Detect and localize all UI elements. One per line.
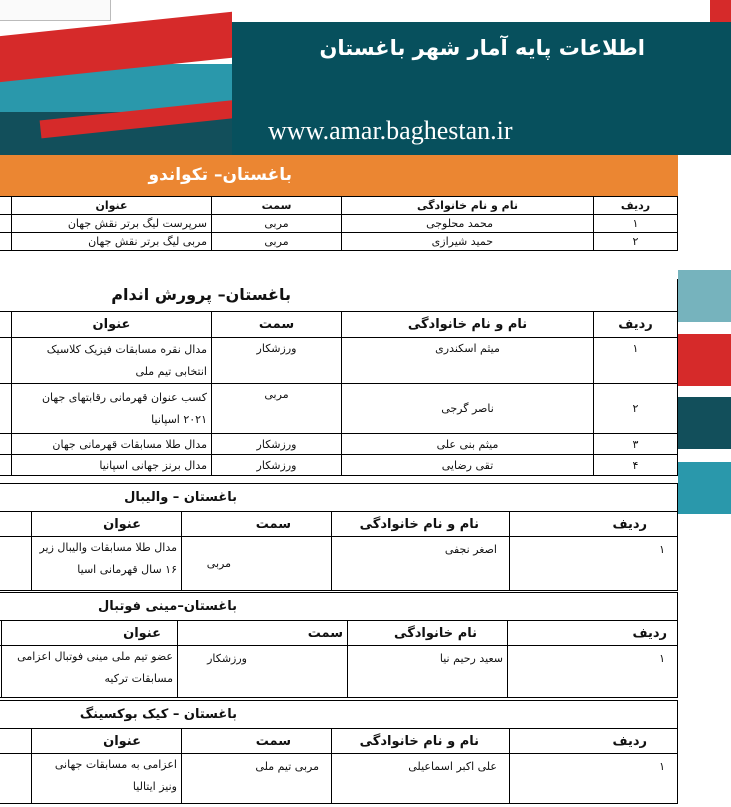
col-name: نام و نام خانوادگی	[342, 312, 594, 338]
cell-title: مدال طلا مسابقات قهرمانی جهان	[12, 434, 212, 455]
banner-top-strip	[232, 0, 731, 22]
table-row	[0, 434, 678, 455]
col-num: ردیف	[510, 729, 678, 754]
cell-num: ۱	[594, 338, 678, 384]
cell-role: مربی تیم ملی	[182, 754, 332, 804]
cell-role: ورزشکار	[212, 434, 342, 455]
col-title: عنوان	[32, 729, 182, 754]
cell-extra	[0, 537, 32, 591]
cell-num: ۴	[594, 455, 678, 476]
table-header-row	[0, 621, 678, 646]
cell-role: مربی	[212, 215, 342, 233]
cell-role: ورزشکار	[212, 455, 342, 476]
col-num: ردیف	[508, 621, 678, 646]
cell-num: ۱	[510, 754, 678, 804]
section-bodybuilding	[0, 279, 678, 476]
section-heading: باغستان – کیک بوکسینگ	[0, 700, 678, 728]
cell-extra	[0, 215, 12, 233]
col-role: سمت	[182, 729, 332, 754]
cell-role: مربی	[212, 384, 342, 434]
col-extra	[0, 512, 32, 537]
table-header-row	[0, 312, 678, 338]
section-heading: باغستان– تکواندو	[0, 155, 678, 196]
col-extra	[0, 729, 32, 754]
table-row	[0, 338, 678, 384]
cell-name: سعید رحیم نیا	[348, 646, 508, 698]
cell-title: اعزامی به مسابقات جهانی ونیز ایتالیا	[32, 754, 182, 804]
cell-role: ورزشکار	[212, 338, 342, 384]
col-name: نام و نام خانوادگی	[332, 729, 510, 754]
col-title: عنوان	[2, 621, 178, 646]
cell-num: ۱	[510, 537, 678, 591]
bodybuilding-table	[0, 311, 678, 476]
page-title: اطلاعات پایه آمار شهر باغستان	[319, 36, 645, 60]
cell-extra	[0, 754, 32, 804]
col-num: ردیف	[510, 512, 678, 537]
table-row	[0, 215, 678, 233]
cell-num: ۳	[594, 434, 678, 455]
cell-name: میثم اسکندری	[342, 338, 594, 384]
col-name: نام خانوادگی	[348, 621, 508, 646]
side-square-dark-teal	[678, 397, 731, 449]
section-futsal	[0, 592, 678, 698]
cell-extra	[0, 233, 12, 251]
col-role: سمت	[212, 312, 342, 338]
cell-title: عضو تیم ملی مینی فوتبال اعزامی مسابقات ترکیه	[2, 646, 178, 698]
site-url: www.amar.baghestan.ir	[268, 116, 513, 145]
cell-title: سرپرست لیگ برتر نقش جهان	[12, 215, 212, 233]
table-row	[0, 754, 678, 804]
cell-name: ناصر گرجی	[342, 384, 594, 434]
section-heading: باغستان– پرورش اندام	[0, 279, 678, 311]
section-taekwondo	[0, 155, 678, 251]
table-row	[0, 646, 678, 698]
col-title: عنوان	[12, 312, 212, 338]
cell-name: میثم بنی علی	[342, 434, 594, 455]
cell-num: ۲	[594, 384, 678, 434]
cell-num: ۱	[508, 646, 678, 698]
side-square-teal	[678, 462, 731, 514]
table-row	[0, 455, 678, 476]
col-extra	[0, 621, 2, 646]
table-row	[0, 233, 678, 251]
cell-extra	[0, 338, 12, 384]
cell-num: ۲	[594, 233, 678, 251]
side-square-red	[678, 334, 731, 386]
col-extra	[0, 197, 12, 215]
table-row	[0, 537, 678, 591]
cell-title: مربی لیگ برتر نقش جهان	[12, 233, 212, 251]
cell-title: مدال برنز جهانی اسپانیا	[12, 455, 212, 476]
cell-name: حمید شیرازی	[342, 233, 594, 251]
side-square-light-teal	[678, 270, 731, 322]
col-role: سمت	[182, 512, 332, 537]
table-header-row	[0, 512, 678, 537]
cell-name: اصغر نجفی	[332, 537, 510, 591]
cell-extra	[0, 646, 2, 698]
cell-name: تقی رضایی	[342, 455, 594, 476]
kickboxing-table	[0, 728, 678, 804]
col-name: نام و نام خانوادگی	[332, 512, 510, 537]
table-header-row	[0, 197, 678, 215]
cell-role: مربی	[212, 233, 342, 251]
col-num: ردیف	[594, 197, 678, 215]
cell-name: علی اکبر اسماعیلی	[332, 754, 510, 804]
cell-extra	[0, 455, 12, 476]
col-extra	[0, 312, 12, 338]
col-role: سمت	[212, 197, 342, 215]
cell-role: ورزشکار	[178, 646, 348, 698]
futsal-table	[0, 620, 678, 698]
section-heading: باغستان–مینی فوتبال	[0, 592, 678, 620]
col-num: ردیف	[594, 312, 678, 338]
taekwondo-table	[0, 196, 678, 251]
cell-num: ۱	[594, 215, 678, 233]
banner-graphic	[0, 0, 232, 155]
table-row	[0, 384, 678, 434]
cell-name: محمد محلوجی	[342, 215, 594, 233]
banner-white-box	[0, 0, 111, 21]
col-title: عنوان	[32, 512, 182, 537]
cell-extra	[0, 384, 12, 434]
cell-title: کسب عنوان قهرمانی رقابتهای جهان ۲۰۲۱ اسپانیا	[12, 384, 212, 434]
section-volleyball	[0, 483, 678, 591]
volleyball-table	[0, 511, 678, 591]
cell-role: مربی	[182, 537, 332, 591]
col-title: عنوان	[12, 197, 212, 215]
col-role: سمت	[178, 621, 348, 646]
cell-title: مدال طلا مسابقات والیبال زیر ۱۶ سال قهرمانی اسیا	[32, 537, 182, 591]
cell-extra	[0, 434, 12, 455]
cell-title: مدال نقره مسابقات فیزیک کلاسیک انتخابی تیم ملی	[12, 338, 212, 384]
banner-red-corner	[710, 0, 731, 22]
table-header-row	[0, 729, 678, 754]
section-kickboxing	[0, 700, 678, 804]
col-name: نام و نام خانوادگی	[342, 197, 594, 215]
section-heading: باغستان – والیبال	[0, 483, 678, 511]
